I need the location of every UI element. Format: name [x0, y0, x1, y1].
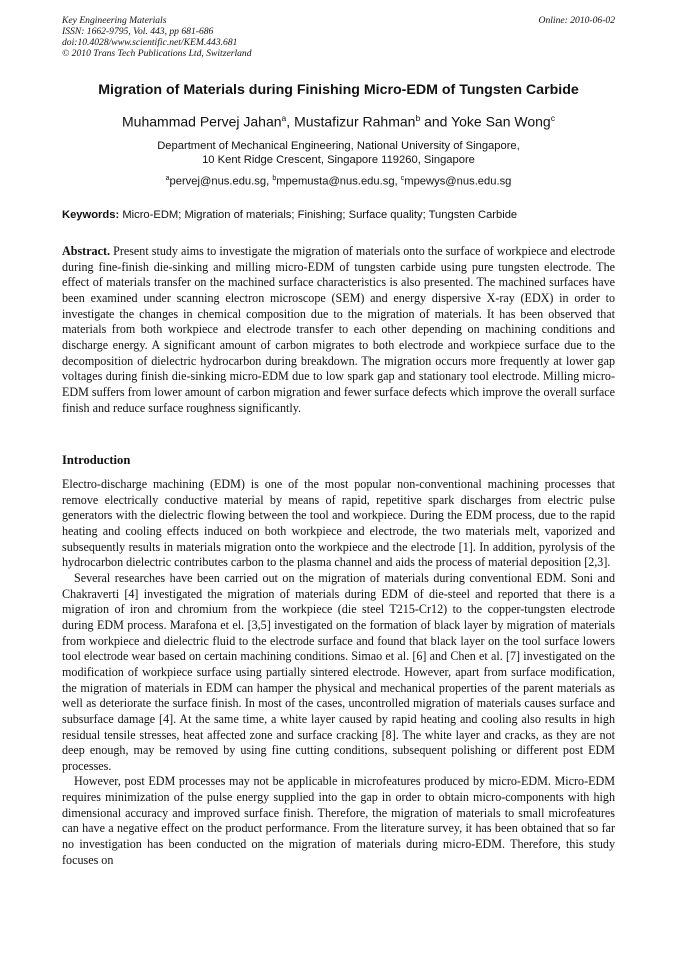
affiliation-line: 10 Kent Ridge Crescent, Singapore 119260, Singapore — [202, 154, 475, 166]
online-date: Online: 2010-06-02 — [538, 15, 615, 26]
introduction-body — [62, 477, 615, 868]
intro-paragraph: Several researches have been carried out on the migration of materials during conventional EDM. Soni and Chakraverti [4] investigated the migration of materials during EDM of die-steel and reported that there is a migration of iron and chromium from the workpiece (die steel T215-Cr12) to the copper-tungsten electrode during EDM process. Marafona et el. [3,5] investigated on the formation of black layer by migration of materials from workpiece and dielectric fluid to the electrode surface and found that black layer on the tool surface lowers tool electrode wear based on certain machining conditions. Simao et al. [6] and Chen et al. [7] investigated on the modification of workpiece surface using partially sintered electrode. However, apart from surface modification, the migration of materials in EDM can hamper the physical and mechanical properties of the parent materials as well as deteriorate the surface finish. In most of the cases, uncontrolled migration of materials causes surface and subsurface damage [4]. At the same time, a white layer caused by rapid heating and cooling also results in high residual tensile stresses, heat affected zone and surface cracking [8]. The white layer and cracks, as they are not deep enough, may be removed by using fine cutting conditions, subsequent polishing or different post EDM processes. — [62, 570, 615, 773]
keywords-text: Micro-EDM; Migration of materials; Finishing; Surface quality; Tungsten Carbide — [122, 209, 518, 221]
abstract-text: Present study aims to investigate the migration of materials onto the surface of workpiece and electrode during fine-finish die-sinking and milling micro-EDM of tungsten carbide using pure tungsten electrode. The effect of materials transfer on the machined surface characteristics is also presented. The machined surfaces have been examined under scanning electron microscope (SEM) and energy dispersive X-ray (EDX) in order to investigate the changes in chemical composition due to the migration of materials. It has been observed that materials from both workpiece and electrode transfer to each other depending on machining conditions and discharge energy. A significant amount of carbon migrates to both electrode and workpiece surface due to the decomposition of dielectric hydrocarbon during breakdown. The migration occurs more frequently at lower gap voltages during finish die-sinking micro-EDM due to low spark gap and stationary tool electrode. Milling micro-EDM suffers from lower amount of carbon migration and fewer surface defects which improve the overall surface finish and reduce surface roughness significantly. — [62, 244, 615, 415]
abstract — [62, 244, 615, 416]
affiliation — [62, 139, 615, 167]
email-link[interactable]: mpewys@nus.edu.sg — [404, 175, 512, 188]
email-link[interactable]: mpemusta@nus.edu.sg — [276, 175, 395, 188]
section-heading-introduction: Introduction — [62, 453, 131, 467]
author-separator: and — [420, 113, 452, 130]
paper-title: Migration of Materials during Finishing Micro-EDM of Tungsten Carbide — [98, 82, 579, 98]
intro-paragraph: Electro-discharge machining (EDM) is one of the most popular non-conventional machining processes that remove electrically conductive material by means of rapid, repetitive spark discharges from electric pulse generators with the dielectric flowing between the tool and workpiece. During the EDM process, due to the rapid heating and cooling effects induced on both workpiece and electrode, the two materials melt, vaporized and subsequently results in materials migration onto the workpiece and the electrode [1]. In addition, pyrolysis of the hydrocarbon dielectric contributes carbon to the plasma channel and aids the process of material deposition [2,3]. — [62, 477, 615, 570]
copyright-line: © 2010 Trans Tech Publications Ltd, Switzerland — [62, 48, 252, 59]
email-superscript: a — [165, 175, 170, 182]
keywords — [62, 209, 615, 221]
journal-name: Key Engineering Materials — [62, 15, 167, 26]
email-list — [62, 175, 615, 188]
author-superscript: a — [281, 113, 287, 123]
affiliation-line: Department of Mechanical Engineering, National University of Singapore, — [157, 140, 520, 152]
author-superscript: c — [550, 113, 555, 123]
intro-paragraph: However, post EDM processes may not be applicable in microfeatures produced by micro-EDM. Micro-EDM requires minimization of the pulse energy supplied into the gap in order to obtain micro-components with high dimensional accuracy and improved surface finish. Therefore, the migration of materials to small microfeatures can have a negative effect on the product performance. From the literature survey, it has been obtained that so far no investigation has been conducted on the migration of materials during micro-EDM. Therefore, this study focuses on — [62, 774, 615, 867]
author-list — [62, 113, 615, 130]
email-link[interactable]: pervej@nus.edu.sg — [169, 175, 267, 188]
keywords-label: Keywords: — [62, 209, 120, 221]
author-separator: , — [286, 113, 295, 130]
author-name: Mustafizur Rahman — [294, 113, 416, 130]
author-name: Yoke San Wong — [451, 113, 551, 130]
journal-header — [62, 15, 615, 59]
author-superscript: b — [415, 113, 421, 123]
email-superscript: b — [272, 175, 277, 182]
email-separator: , — [394, 175, 401, 188]
email-separator: , — [266, 175, 273, 188]
abstract-paragraph — [62, 244, 615, 416]
issn-line: ISSN: 1662-9795, Vol. 443, pp 681-686 — [62, 26, 214, 37]
abstract-label: Abstract. — [62, 244, 111, 258]
author-name: Muhammad Pervej Jahan — [122, 113, 282, 130]
email-superscript: c — [400, 175, 405, 182]
doi-line: doi:10.4028/www.scientific.net/KEM.443.681 — [62, 37, 238, 48]
